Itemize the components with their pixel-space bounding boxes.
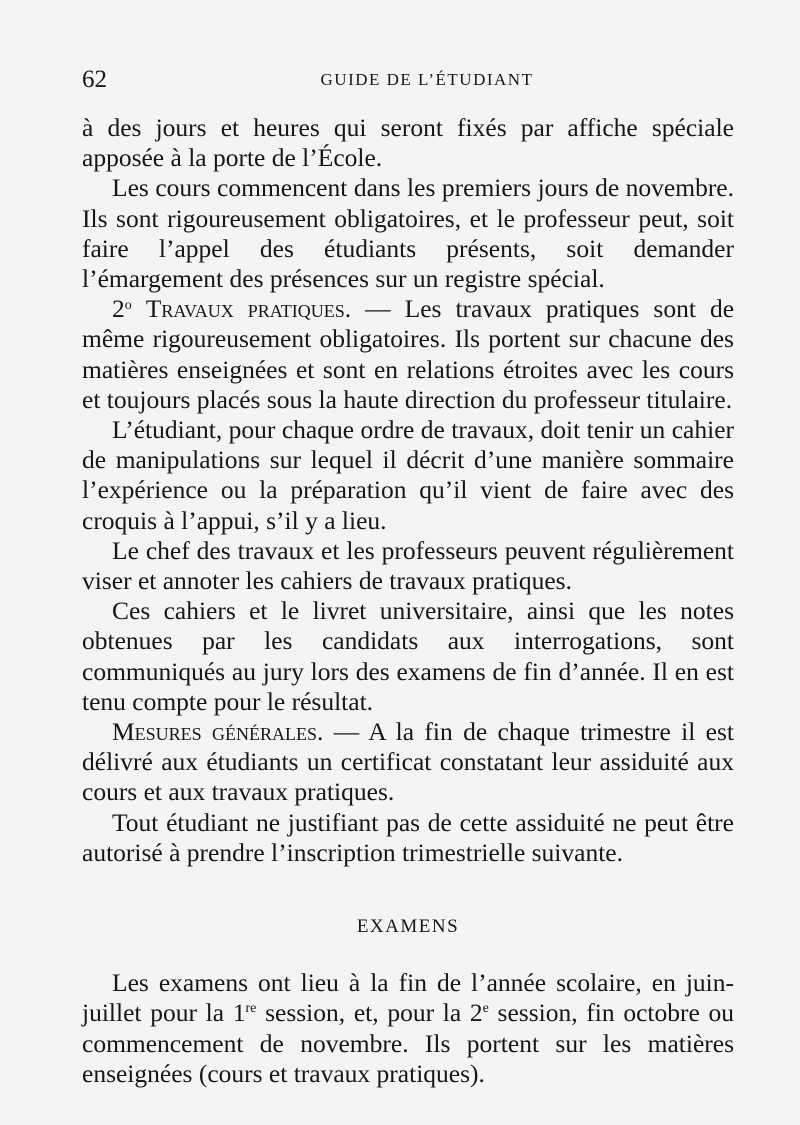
session-number: 2: [469, 998, 483, 1028]
paragraph-text: à des jours et heures qui seront fixés par affiche spéciale apposée à la porte de l’École.: [82, 113, 734, 173]
paragraph-text: Tout étudiant ne justifiant pas de cette assiduité ne peut être autorisé à prendre l’inscription trimestrielle suivante.: [82, 807, 734, 867]
page-number: 62: [82, 66, 107, 93]
paragraph: [82, 808, 734, 868]
superscript: re: [245, 1001, 257, 1017]
paragraph-text: Ces cahiers et le livret universitaire, ainsi que les notes obtenues par les candidats aux interrogations, sont communiqués au jury lors des examens de fin d’année. Il en est tenu compte pour le résultat.: [82, 596, 734, 716]
paragraph-text: — A la fin de chaque trimestre il est délivré aux étudiants un certificat constatant leur assiduité aux cours et aux travaux pratiques.: [82, 717, 735, 807]
paragraph: [82, 173, 734, 294]
section-title: EXAMENS: [356, 916, 460, 938]
running-title: GUIDE DE L’ÉTUDIANT: [320, 70, 534, 89]
paragraph: [82, 113, 734, 173]
page-header: [82, 66, 732, 96]
paragraph-text: Les examens ont lieu à la fin de l’année scolaire, en juin-juillet pour la: [82, 968, 734, 1028]
item-number: 2: [112, 294, 125, 324]
body-text: [82, 113, 734, 1089]
paragraph-mesures-generales: [82, 717, 734, 808]
session-number: 1: [232, 998, 246, 1028]
run-in-heading: Mesures générales.: [112, 717, 324, 747]
paragraph-text: Le chef des travaux et les professeurs peuvent régulièrement viser et annoter les cahiers de travaux pratiques.: [82, 535, 734, 596]
ordinal-mark: o: [124, 298, 132, 314]
paragraph: [82, 596, 734, 717]
run-in-heading: Travaux pratiques.: [145, 294, 352, 324]
paragraph-travaux-pratiques: [82, 294, 734, 415]
superscript: e: [482, 1001, 489, 1017]
paragraph-text: Les cours commencent dans les premiers jours de novembre. Ils sont rigoureusement obligatoires, et le professeur peut, soit faire l’appel des étudiants présents, soit demander l’émargement des présences sur un registre spécial.: [82, 173, 734, 294]
paragraph-text: L’étudiant, pour chaque ordre de travaux, doit tenir un cahier de manipulations sur lequel il décrit d’une manière sommaire l’expérience ou la préparation qu’il vient de faire avec des croquis à l’appui, s’il y a lieu.: [82, 415, 734, 535]
paragraph-text: — Les travaux pratiques sont de même rigoureusement obligatoires. Ils portent sur chacune des matières enseignées et sont en relations étroites avec les cours et toujours placés sous la haute direction du professeur titulaire.: [82, 294, 735, 414]
paragraph: [82, 536, 734, 596]
paragraph-examens: [82, 968, 734, 1089]
paragraph-text: session, fin octobre ou commencement de novembre. Ils portent sur les matières enseignées (cours et travaux pratiques).: [82, 998, 734, 1088]
paragraph-text: session, et, pour la: [256, 998, 470, 1028]
paragraph: [82, 415, 734, 536]
